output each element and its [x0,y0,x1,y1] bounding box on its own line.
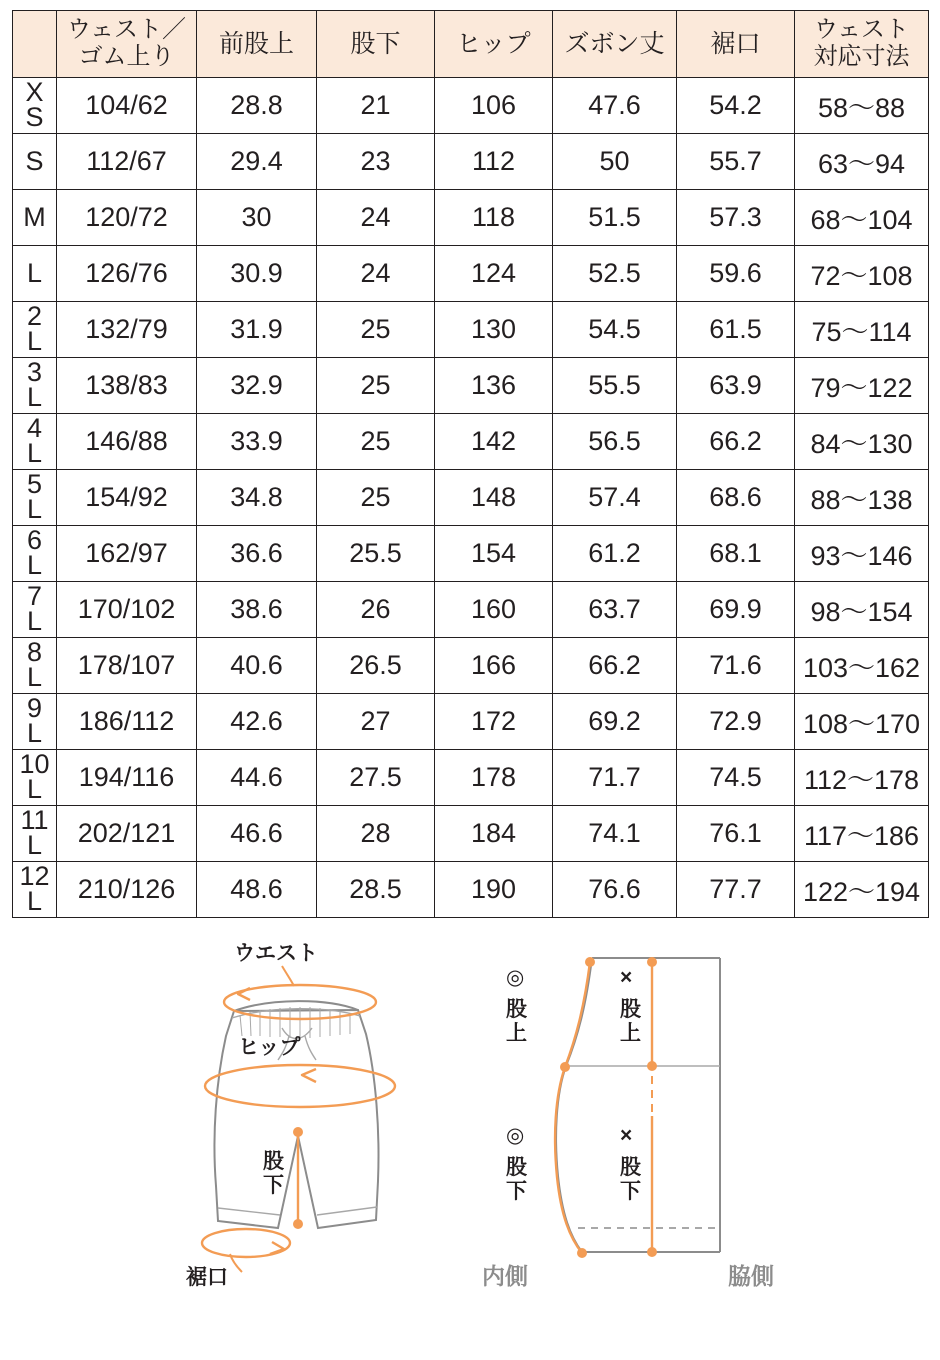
label-inner-side: 内側 [482,1262,528,1289]
cell-inseam: 24 [317,189,435,245]
size-char: 7 [26,581,43,612]
cell-fit-range: 122〜194 [795,861,929,917]
size-char: 6 [26,525,43,556]
cell-inseam: 24 [317,245,435,301]
table-row [13,189,929,245]
inseam-front-annotation [620,1076,657,1257]
cell-hip: 106 [435,77,553,133]
size-char: 3 [26,357,43,388]
cell-waist: 120/72 [57,189,197,245]
cell-waist: 170/102 [57,581,197,637]
cell-pants-length: 47.6 [553,77,677,133]
cell-waist: 194/116 [57,749,197,805]
label-inseam-circle-char2: 下 [506,1179,527,1203]
size-char: L [26,718,43,749]
size-char: 8 [26,637,43,668]
cell-hem: 63.9 [677,357,795,413]
cell-size [13,749,57,805]
label-rise-cross-char1: 股 [620,997,641,1021]
size-char: 5 [26,469,43,500]
cell-front-rise: 46.6 [197,805,317,861]
cell-hem: 66.2 [677,413,795,469]
cell-inseam: 28.5 [317,861,435,917]
label-outer-side: 脇側 [728,1262,774,1289]
cell-pants-length: 51.5 [553,189,677,245]
cell-hem: 69.9 [677,581,795,637]
cell-front-rise: 36.6 [197,525,317,581]
cell-hip: 190 [435,861,553,917]
cell-inseam: 26 [317,581,435,637]
cell-fit-range: 88〜138 [795,469,929,525]
cell-waist: 162/97 [57,525,197,581]
cell-waist: 178/107 [57,637,197,693]
cell-size [13,77,57,133]
size-char: L [26,774,43,805]
cell-inseam: 27.5 [317,749,435,805]
label-inseam-cross-char2: 下 [620,1179,641,1203]
size-char: X [25,77,44,108]
cell-hip: 184 [435,805,553,861]
label-inseam-circle-char1: 股 [506,1155,527,1179]
cell-size [13,301,57,357]
cell-size [13,357,57,413]
cell-hip: 166 [435,637,553,693]
cell-hip: 148 [435,469,553,525]
header-fit-line2: 対応寸法 [813,42,910,70]
cell-hip: 124 [435,245,553,301]
label-rise-cross-char2: 上 [620,1021,641,1045]
cell-pants-length: 50 [553,133,677,189]
cell-size [13,245,57,301]
shorts-illustration [150,936,470,1306]
size-char: L [26,662,43,693]
cell-inseam: 25 [317,357,435,413]
cell-fit-range: 117〜186 [795,805,929,861]
label-inseam-char2: 下 [263,1173,284,1197]
header-waist-line1: ウェスト／ [66,16,187,43]
header-fit-line1: ウェスト [813,16,910,43]
label-rise-circle-char2: 上 [506,1021,527,1045]
cell-front-rise: 32.9 [197,357,317,413]
cell-hip: 136 [435,357,553,413]
cell-pants-length: 69.2 [553,693,677,749]
cell-waist: 186/112 [57,693,197,749]
cell-fit-range: 72〜108 [795,245,929,301]
cell-inseam: 21 [317,77,435,133]
header-waist-line2: ゴム上り [78,42,175,70]
cell-front-rise: 30.9 [197,245,317,301]
cell-hem: 68.1 [677,525,795,581]
label-inseam-cross-mark: × [620,1123,633,1147]
cell-waist: 202/121 [57,805,197,861]
table-row [13,525,929,581]
header-pants-length: ズボン丈 [553,11,677,78]
label-rise-circle-mark: ◎ [506,965,525,989]
table-header-row [13,11,929,78]
table-row [13,469,929,525]
table-row [13,861,929,917]
table-row [13,805,929,861]
cell-waist: 112/67 [57,133,197,189]
header-inseam: 股下 [317,11,435,78]
size-char: L [26,326,43,357]
cell-waist: 210/126 [57,861,197,917]
header-front-rise: 前股上 [197,11,317,78]
label-rise-circle-char1: 股 [506,997,527,1021]
cell-hem: 68.6 [677,469,795,525]
cell-hem: 76.1 [677,805,795,861]
cell-size [13,637,57,693]
cell-pants-length: 54.5 [553,301,677,357]
header-fit-range [795,11,929,78]
cell-front-rise: 28.8 [197,77,317,133]
cell-waist: 146/88 [57,413,197,469]
cell-size [13,525,57,581]
cell-fit-range: 108〜170 [795,693,929,749]
cell-waist: 138/83 [57,357,197,413]
cell-front-rise: 48.6 [197,861,317,917]
cell-waist: 154/92 [57,469,197,525]
cell-hip: 178 [435,749,553,805]
table-row [13,637,929,693]
measurement-diagrams [0,936,940,1336]
cell-hem: 77.7 [677,861,795,917]
size-char: S [25,102,44,133]
rise-inner-annotation [506,957,595,1072]
pattern-diagram [470,936,890,1306]
cell-hip: 160 [435,581,553,637]
cell-pants-length: 74.1 [553,805,677,861]
cell-pants-length: 63.7 [553,581,677,637]
cell-pants-length: 57.4 [553,469,677,525]
cell-front-rise: 40.6 [197,637,317,693]
cell-fit-range: 112〜178 [795,749,929,805]
cell-fit-range: 63〜94 [795,133,929,189]
cell-fit-range: 84〜130 [795,413,929,469]
size-char: 4 [26,413,43,444]
cell-hem: 54.2 [677,77,795,133]
cell-size [13,581,57,637]
table-body [13,77,929,917]
hip-measure-annotation [205,1036,395,1107]
header-waist [57,11,197,78]
table-row [13,133,929,189]
inseam-inner-annotation [506,1067,587,1258]
cell-waist: 132/79 [57,301,197,357]
cell-size [13,693,57,749]
cell-size [13,133,57,189]
cell-inseam: 27 [317,693,435,749]
label-waist: ウエスト [234,941,318,965]
label-rise-cross-mark: × [620,965,633,989]
cell-hip: 118 [435,189,553,245]
size-char: L [26,438,43,469]
cell-hem: 74.5 [677,749,795,805]
table-header [13,11,929,78]
cell-pants-length: 56.5 [553,413,677,469]
cell-hip: 154 [435,525,553,581]
cell-inseam: 25 [317,413,435,469]
cell-inseam: 25.5 [317,525,435,581]
cell-fit-range: 68〜104 [795,189,929,245]
cell-front-rise: 29.4 [197,133,317,189]
cell-hip: 130 [435,301,553,357]
cell-pants-length: 55.5 [553,357,677,413]
cell-size [13,413,57,469]
size-char: 10 [19,749,50,780]
table-row [13,749,929,805]
table-row [13,245,929,301]
cell-hip: 172 [435,693,553,749]
cell-inseam: 25 [317,301,435,357]
cell-hip: 142 [435,413,553,469]
cell-front-rise: 44.6 [197,749,317,805]
size-char: 11 [20,805,49,836]
cell-front-rise: 42.6 [197,693,317,749]
cell-fit-range: 58〜88 [795,77,929,133]
cell-inseam: 28 [317,805,435,861]
cell-hem: 72.9 [677,693,795,749]
cell-pants-length: 66.2 [553,637,677,693]
cell-hem: 59.6 [677,245,795,301]
table-row [13,357,929,413]
hem-measure-annotation [185,1229,290,1289]
table-row [13,301,929,357]
size-char: M [23,201,46,232]
cell-hem: 55.7 [677,133,795,189]
size-char: 9 [26,693,43,724]
cell-fit-range: 103〜162 [795,637,929,693]
cell-size [13,805,57,861]
cell-hem: 71.6 [677,637,795,693]
cell-size [13,469,57,525]
label-inseam-cross-char1: 股 [620,1155,641,1179]
cell-front-rise: 34.8 [197,469,317,525]
label-hem: 裾口 [186,1265,228,1289]
cell-pants-length: 61.2 [553,525,677,581]
label-inseam-char1: 股 [263,1149,284,1173]
cell-inseam: 23 [317,133,435,189]
table-row [13,413,929,469]
cell-front-rise: 30 [197,189,317,245]
cell-front-rise: 33.9 [197,413,317,469]
size-char: L [26,550,43,581]
size-char: L [26,606,43,637]
cell-waist: 126/76 [57,245,197,301]
table-row [13,77,929,133]
cell-hem: 61.5 [677,301,795,357]
cell-fit-range: 98〜154 [795,581,929,637]
header-hip: ヒップ [435,11,553,78]
cell-pants-length: 71.7 [553,749,677,805]
size-char: L [26,257,43,288]
cell-front-rise: 38.6 [197,581,317,637]
cell-front-rise: 31.9 [197,301,317,357]
header-hem: 裾口 [677,11,795,78]
table-row [13,581,929,637]
rise-front-annotation [620,957,657,1071]
label-hip: ヒップ [238,1035,301,1059]
size-table [12,10,929,918]
size-char: L [26,382,43,413]
cell-size [13,861,57,917]
cell-inseam: 25 [317,469,435,525]
size-char: L [26,494,43,525]
size-char: 12 [19,861,50,892]
label-inseam-circle-mark: ◎ [506,1123,525,1147]
size-char: L [26,886,43,917]
cell-pants-length: 52.5 [553,245,677,301]
header-size [13,11,57,78]
cell-fit-range: 75〜114 [795,301,929,357]
cell-fit-range: 79〜122 [795,357,929,413]
table-row [13,693,929,749]
cell-hip: 112 [435,133,553,189]
cell-waist: 104/62 [57,77,197,133]
cell-fit-range: 93〜146 [795,525,929,581]
size-char: L [26,830,43,861]
size-char: 2 [26,301,43,332]
cell-hem: 57.3 [677,189,795,245]
cell-pants-length: 76.6 [553,861,677,917]
cell-size [13,189,57,245]
cell-inseam: 26.5 [317,637,435,693]
size-char: S [25,145,44,176]
